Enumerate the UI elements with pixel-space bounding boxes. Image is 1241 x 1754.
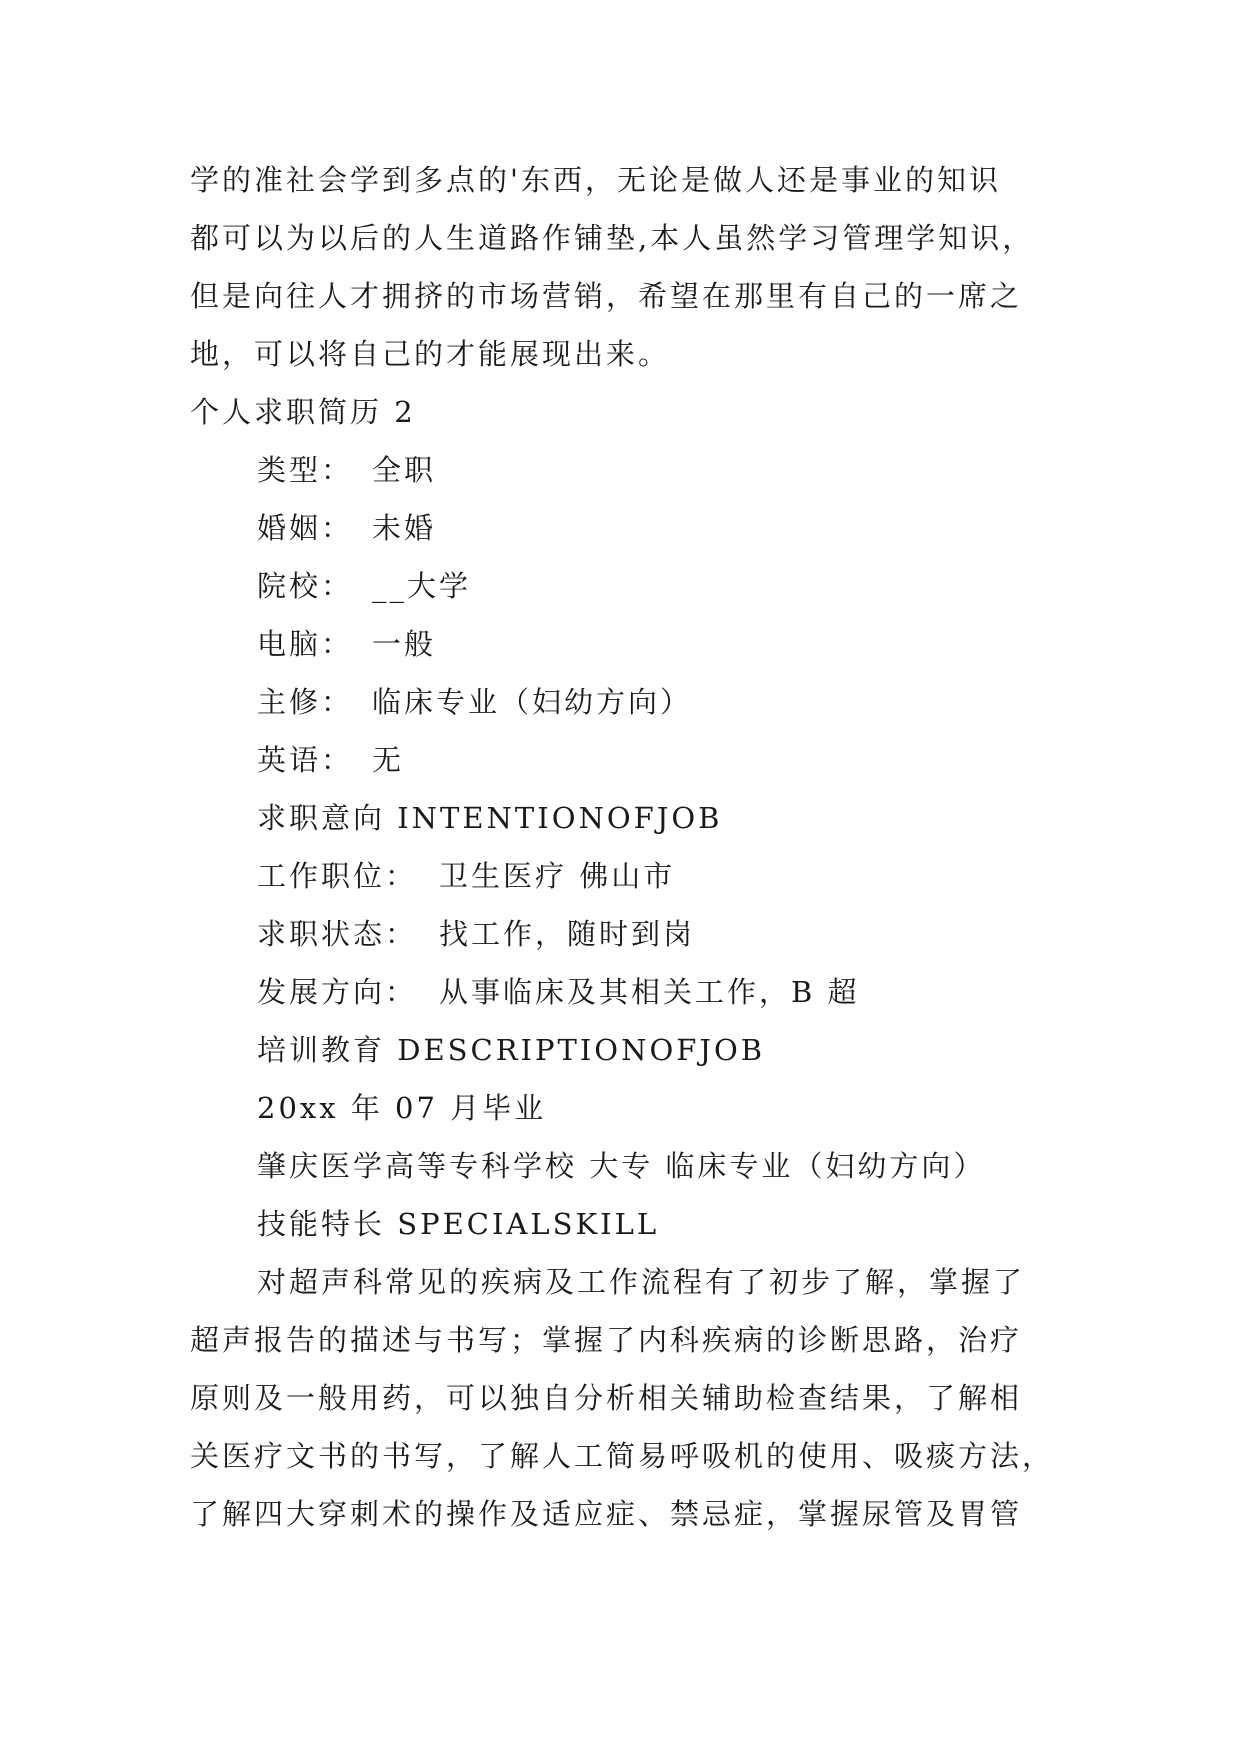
education-line-1: 20xx 年 07 月毕业 [257, 1091, 547, 1125]
info-value: 全职 [372, 453, 437, 487]
info-label: 婚姻： [257, 511, 354, 545]
intro-line-2: 都可以为以后的人生道路作铺垫,本人虽然学习管理学知识， [190, 221, 1035, 255]
info-label: 电脑： [257, 627, 354, 661]
info-label: 主修： [257, 685, 354, 719]
intention-label: 求职状态： [257, 917, 418, 951]
skills-line-2: 超声报告的描述与书写；掌握了内科疾病的诊断思路，治疗 [190, 1323, 1023, 1357]
info-label: 英语： [257, 743, 354, 777]
info-value: __大学 [372, 569, 472, 603]
intention-value: 卫生医疗 佛山市 [439, 859, 676, 893]
info-value: 未婚 [372, 511, 437, 545]
info-value: 无 [372, 743, 405, 777]
resume-title: 个人求职简历 2 [190, 395, 416, 429]
intention-value: 从事临床及其相关工作，B 超 [439, 975, 860, 1009]
intention-label: 工作职位： [257, 859, 418, 893]
skills-line-5: 了解四大穿刺术的操作及适应症、禁忌症，掌握尿管及胃管 [190, 1497, 1023, 1531]
intention-label: 发展方向： [257, 975, 418, 1009]
skills-line-3: 原则及一般用药，可以独自分析相关辅助检查结果，了解相 [190, 1381, 1023, 1415]
skills-line-1: 对超声科常见的疾病及工作流程有了初步了解，掌握了 [257, 1265, 1026, 1299]
skills-line-4: 关医疗文书的书写，了解人工简易呼吸机的使用、吸痰方法， [190, 1439, 1055, 1473]
intro-line-3: 但是向往人才拥挤的市场营销，希望在那里有自己的一席之 [190, 279, 1023, 313]
intro-line-1: 学的准社会学到多点的'东西，无论是做人还是事业的知识 [190, 163, 1001, 197]
intro-line-4: 地，可以将自己的才能展现出来。 [190, 337, 671, 371]
skills-heading: 技能特长 SPECIALSKILL [257, 1207, 660, 1241]
intention-value: 找工作，随时到岗 [439, 917, 696, 951]
education-line-2: 肇庆医学高等专科学校 大专 临床专业（妇幼方向） [257, 1149, 986, 1183]
info-value: 临床专业（妇幼方向） [372, 685, 693, 719]
info-label: 类型： [257, 453, 354, 487]
education-heading: 培训教育 DESCRIPTIONOFJOB [257, 1033, 766, 1067]
intention-heading: 求职意向 INTENTIONOFJOB [257, 801, 723, 835]
info-label: 院校： [257, 569, 354, 603]
info-value: 一般 [372, 627, 437, 661]
